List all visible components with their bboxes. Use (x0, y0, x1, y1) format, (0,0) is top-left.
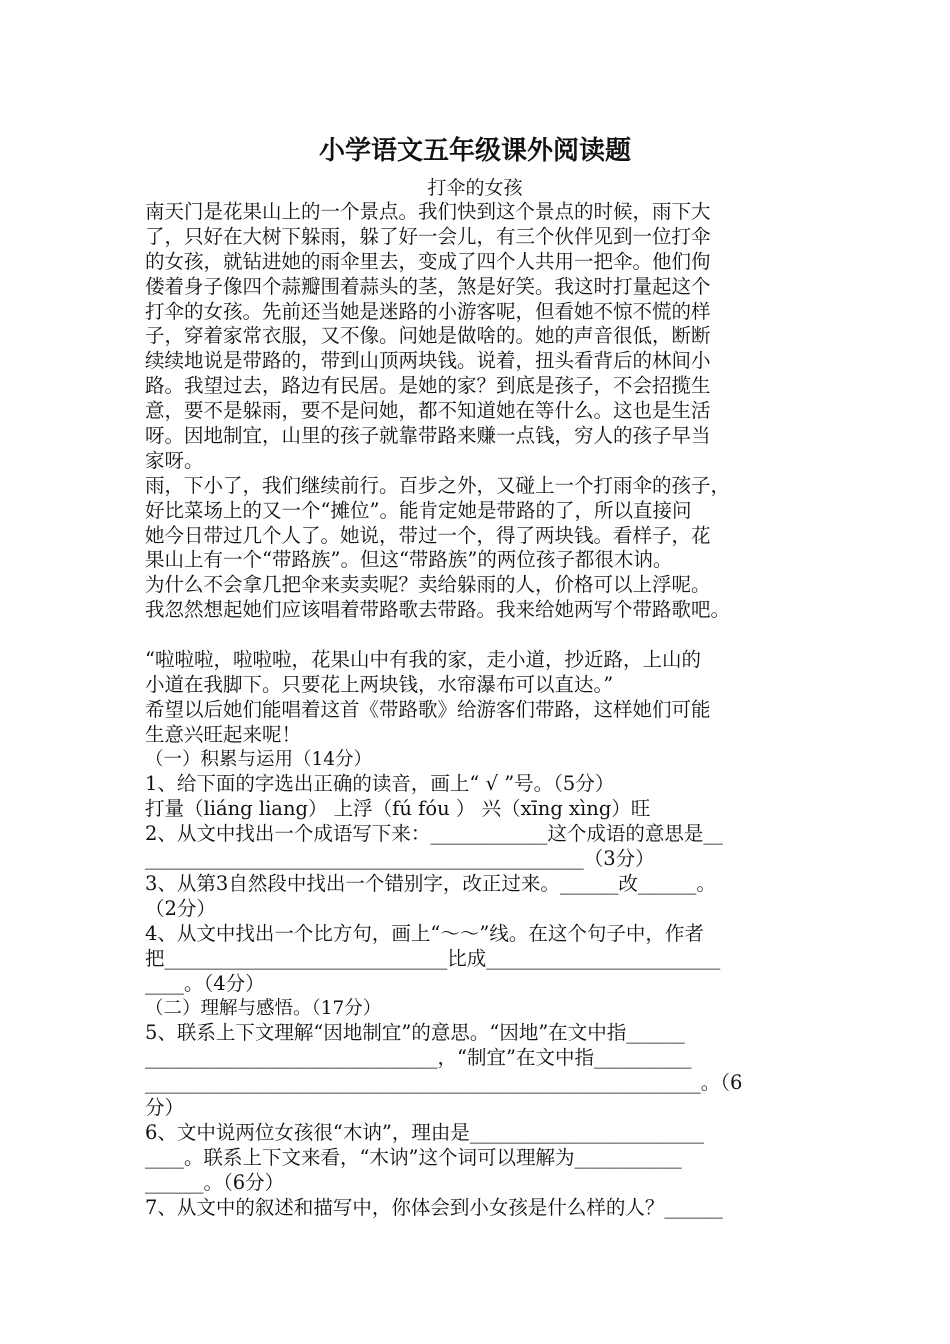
text-line: 家呀。 (145, 448, 204, 472)
question-line: 4、从文中找出一个比方句，画上“～～”线。在这个句子中，作者 (145, 921, 704, 945)
question-line: 6、文中说两位女孩很“木讷”，理由是________________________ (145, 1120, 704, 1144)
text-line: 偻着身子像四个蒜瓣围着蒜头的茎，煞是好笑。我这时打量起这个 (145, 274, 711, 298)
question-line: _________________________________________________________。（6 (145, 1071, 743, 1095)
section-heading: （二）理解与感悟。（17分） (145, 997, 382, 1019)
question-line: ____。（4分） (145, 971, 265, 995)
text-line: 希望以后她们能唱着这首《带路歌》给游客们带路，这样她们可能 (145, 697, 711, 721)
document-body (145, 200, 825, 1221)
question-line: 把_____________________________比成________________________ (145, 946, 721, 970)
text-line: 我忽然想起她们应该唱着带路歌去带路。我来给她两写个带路歌吧。 (145, 598, 731, 622)
text-line: 意，要不是躲雨，要不是问她，都不知道她在等什么。这也是生活 (145, 399, 711, 423)
story-title: 打伞的女孩 (427, 177, 523, 199)
text-line: 南天门是花果山上的一个景点。我们快到这个景点的时候，雨下大 (145, 200, 711, 223)
text-line: 她今日带过几个人了。她说，带过一个，得了两块钱。看样子，花 (145, 523, 711, 547)
text-line: 续续地说是带路的，带到山顶两块钱。说着，扭头看背后的林间小 (145, 349, 711, 373)
question-line: _____________________________________________（3分） (145, 847, 655, 871)
text-line: 了，只好在大树下躲雨，躲了好一会儿，有三个伙伴见到一位打伞 (145, 224, 711, 248)
section-heading: （一）积累与运用（14分） (145, 748, 373, 770)
question-line: 1、给下面的字选出正确的读音，画上“ √ ”号。（5分） (145, 772, 615, 796)
question-line: 分） (145, 1096, 185, 1120)
question-line: 3、从第3自然段中找出一个错别字，改正过来。______改______。 (145, 872, 716, 896)
question-line: 打量（liáng liang） 上浮（fú fóu ） 兴（xīng xìng）旺 (145, 797, 651, 821)
text-line: 好比菜场上的又一个“摊位”。能肯定她是带路的了，所以直接问 (145, 498, 692, 522)
text-line: 雨，下小了，我们继续前行。百步之外，又碰上一个打雨伞的孩子， (145, 473, 731, 497)
question-line: 5、联系上下文理解“因地制宜”的意思。“因地”在文中指______ (145, 1021, 685, 1045)
text-line: 为什么不会拿几把伞来卖卖呢？卖给躲雨的人，价格可以上浮呢。 (145, 573, 711, 597)
blank-line (145, 623, 825, 648)
text-line: 的女孩，就钻进她的雨伞里去，变成了四个人共用一把伞。他们佝 (145, 249, 711, 273)
question-line: ______________________________，“制宜”在文中指__________ (145, 1046, 692, 1070)
text-line: “啦啦啦，啦啦啦，花果山中有我的家，走小道，抄近路，上山的 (145, 648, 701, 672)
text-line: 打伞的女孩。先前还当她是迷路的小游客呢，但看她不惊不慌的样 (145, 299, 711, 323)
text-line: 子，穿着家常衣服，又不像。问她是做啥的。她的声音很低，断断 (145, 324, 711, 348)
text-line: 路。我望过去，路边有民居。是她的家？到底是孩子，不会招揽生 (145, 374, 711, 398)
text-line: 小道在我脚下。只要花上两块钱，水帘瀑布可以直达。” (145, 672, 614, 696)
text-line: 呀。因地制宜，山里的孩子就靠带路来赚一点钱，穷人的孩子早当 (145, 424, 711, 448)
text-line: 果山上有一个“带路族”。但这“带路族”的两位孩子都很木讷。 (145, 548, 673, 572)
question-line: （2分） (145, 896, 216, 920)
question-line: ____。联系上下文来看，“木讷”这个词可以理解为___________ (145, 1145, 682, 1169)
question-line: 7、从文中的叙述和描写中，你体会到小女孩是什么样的人？______ (145, 1195, 723, 1219)
document-title: 小学语文五年级课外阅读题 (318, 136, 631, 166)
text-line: 生意兴旺起来呢！ (145, 722, 302, 746)
question-line: ______。（6分） (145, 1170, 285, 1194)
question-line: 2、从文中找出一个成语写下来：____________这个成语的意思是__ (145, 822, 723, 846)
